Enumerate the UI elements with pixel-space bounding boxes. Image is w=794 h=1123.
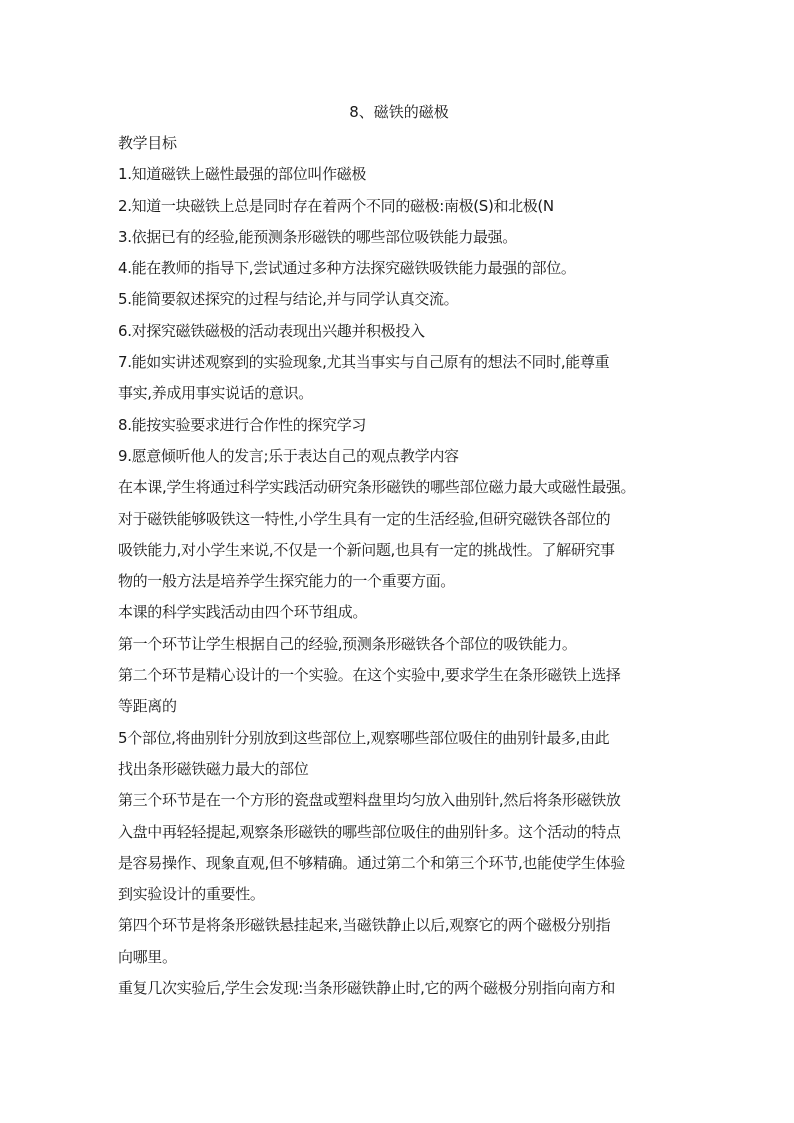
text-line: 5个部位,将曲别针分别放到这些部位上,观察哪些部位吸住的曲别针最多,由此 [118, 728, 610, 747]
text-line: 5.能简要叙述探究的过程与结论,并与同学认真交流。 [118, 290, 459, 309]
text-line: 是容易操作、现象直观,但不够精确。通过第二个和第三个环节,也能使学生体验 [118, 853, 625, 872]
text-line: 3.依据已有的经验,能预测条形磁铁的哪些部位吸铁能力最强。 [118, 227, 517, 246]
section-heading-objectives: 教学目标 [118, 134, 177, 152]
text-line: 6.对探究磁铁磁极的活动表现出兴趣并积极投入 [118, 321, 425, 340]
document-page [118, 96, 680, 1004]
text-line: 向哪里。 [118, 947, 177, 966]
text-line: 入盘中再轻轻提起,观察条形磁铁的哪些部位吸住的曲别针多。这个活动的特点 [118, 822, 621, 841]
text-line: 吸铁能力,对小学生来说,不仅是一个新问题,也具有一定的挑战性。了解研究事 [118, 540, 615, 559]
text-line: 找出条形磁铁磁力最大的部位 [118, 759, 309, 778]
text-line: 4.能在教师的指导下,尝试通过多种方法探究磁铁吸铁能力最强的部位。 [118, 259, 576, 278]
text-line: 到实验设计的重要性。 [118, 885, 265, 904]
text-line: 1.知道磁铁上磁性最强的部位叫作磁极 [118, 165, 367, 184]
text-line: 2.知道一块磁铁上总是同时存在着两个不同的磁极:南极(S)和北极(N [118, 196, 554, 215]
text-line: 本课的科学实践活动由四个环节组成。 [118, 603, 368, 622]
text-line: 9.愿意倾听他人的发言;乐于表达自己的观点教学内容 [118, 446, 459, 465]
text-line: 8.能按实验要求进行合作性的探究学习 [118, 415, 367, 434]
text-line: 等距离的 [118, 697, 177, 716]
text-line: 第一个环节让学生根据自己的经验,预测条形磁铁各个部位的吸铁能力。 [118, 634, 577, 653]
text-line: 对于磁铁能够吸铁这一特性,小学生具有一定的生活经验,但研究磁铁各部位的 [118, 509, 611, 528]
text-line: 在本课,学生将通过科学实践活动研究条形磁铁的哪些部位磁力最大或磁性最强。 [118, 478, 636, 497]
document-title: 8、磁铁的磁极 [349, 103, 449, 121]
text-line: 事实,养成用事实说话的意识。 [118, 384, 313, 403]
text-line: 第四个环节是将条形磁铁悬挂起来,当磁铁静止以后,观察它的两个磁极分别指 [118, 916, 611, 935]
text-line: 7.能如实讲述观察到的实验现象,尤其当事实与自己原有的想法不同时,能尊重 [118, 353, 610, 372]
text-line: 重复几次实验后,学生会发现:当条形磁铁静止时,它的两个磁极分别指向南方和 [118, 979, 615, 998]
text-line: 第二个环节是精心设计的一个实验。在这个实验中,要求学生在条形磁铁上选择 [118, 666, 621, 685]
text-line: 物的一般方法是培养学生探究能力的一个重要方面。 [118, 572, 455, 591]
text-line: 第三个环节是在一个方形的瓷盘或塑料盘里均匀放入曲别针,然后将条形磁铁放 [118, 791, 621, 810]
